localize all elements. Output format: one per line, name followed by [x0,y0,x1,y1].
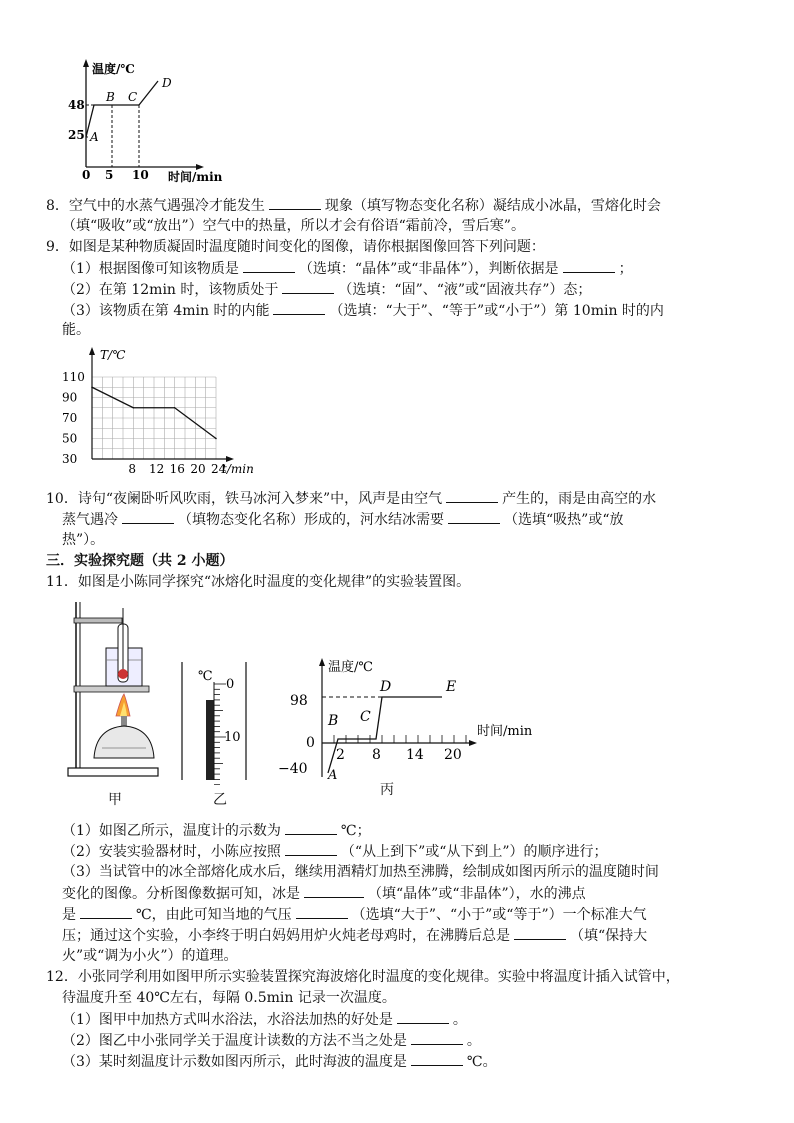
chart-data-point [174,407,176,409]
q11-blank-6[interactable] [514,925,566,940]
q12-part3: （3）某时刻温度计示数如图丙所示，此时海波的温度是 ℃。 [62,1051,497,1072]
bing-xtick-8: 8 [372,747,381,763]
q10-line3: 热”）。 [62,532,105,548]
q8-line1: 8．空气中的水蒸气遇强冷才能发生 现象（填写物态变化名称）凝结成小冰晶，雪熔化时会 [46,195,661,216]
chart-xtick: 8 [128,462,136,476]
q11-apparatus-jia [66,598,166,788]
top-graph-ytick-25: 25 [68,128,85,142]
bing-point-d: D [380,679,392,695]
q10-line1: 10．诗句“夜阑卧听风吹雨，铁马冰河入梦来”中，风声是由空气 产生的，雨是由高空的水 [46,488,656,509]
chart-xtick: 20 [190,462,206,476]
chart-ytick: 90 [62,390,78,405]
bing-point-e: E [446,679,457,695]
top-graph-xlabel: 时间/min [168,170,223,184]
q11-blank-4[interactable] [80,904,132,919]
top-graph-ylabel: 温度/℃ [92,62,135,76]
q11-blank-1[interactable] [285,820,337,835]
q11-part3-line2: 变化的图像。分析图像数据可知，冰是 （填“晶体”或“非晶体”），水的沸点 [62,883,586,904]
q11-label-yi: 乙 [213,792,227,808]
chart-xtick: 12 [149,462,165,476]
bing-point-b: B [328,713,339,729]
q9-part1: （1）根据图像可知该物质是 （选填：“晶体”或“非晶体”），判断依据是 ； [62,258,633,279]
chart-ytick: 110 [62,370,85,384]
q12-blank-3[interactable] [411,1051,463,1066]
bing-xtick-14: 14 [406,747,424,763]
q12-part2: （2）图乙中小张同学关于温度计读数的方法不当之处是 。 [62,1030,481,1051]
q9-part2: （2）在第 12min 时，该物质处于 （选填：“固”、“液”或“固液共存”）态； [62,279,591,300]
bing-ytick-98: 98 [290,693,308,709]
chart-ytick: 50 [62,431,78,446]
q8-blank-1[interactable] [269,195,321,210]
q9-blank-4[interactable] [273,300,325,315]
q9-part3-cont: 能。 [62,322,90,338]
top-graph-point-d: D [162,76,172,90]
q9-blank-1[interactable] [243,258,295,273]
q11-label-jia: 甲 [108,792,122,808]
chart-ytick: 30 [62,452,78,466]
thermo-label-10: 10 [224,730,241,745]
q12-blank-1[interactable] [397,1009,449,1024]
top-graph-point-b: B [106,90,115,104]
bing-ylabel: 温度/℃ [328,660,373,675]
q11-part3-line3: 是 ℃，由此可知当地的气压 （选填“大于”、“小于”或“等于”）一个标准大气 [62,904,647,925]
q11-graph-bing [272,655,547,785]
q11-label-bing: 丙 [380,782,394,798]
chart-data-point [133,407,135,409]
q9-cooling-chart [58,345,273,480]
bing-point-a: A [328,768,338,783]
q11-thermometer-yi [178,660,253,785]
bing-xtick-20: 20 [444,747,462,763]
top-graph-point-a: A [90,130,99,144]
bing-ytick-neg40: −40 [278,761,308,777]
q11-part3-line4: 压；通过这个实验，小李终于明白妈妈用炉火炖老母鸡时，在沸腾后总是 （填“保持大 [62,925,647,946]
bing-ytick-0: 0 [306,735,315,751]
y-axis-arrow [89,347,95,355]
top-graph-xtick-5: 5 [105,168,114,182]
chart-ytick: 70 [62,411,78,425]
chart-ylabel: T/℃ [100,348,126,362]
q10-line2: 蒸气遇冷 （填物态变化名称）形成的，河水结冰需要 （选填“吸热”或“放 [62,509,623,530]
q11-part1: （1）如图乙所示，温度计的示数为 ℃； [62,820,371,841]
q11-part3-line1: （3）当试管中的冰全部熔化成水后，继续用酒精灯加热至沸腾，绘制成如图丙所示的温度随时间 [62,864,659,880]
chart-xtick: 24 [211,462,227,476]
q9-stem: 9．如图是某种物质凝固时温度随时间变化的图像，请你根据图像回答下列问题： [46,239,545,255]
bing-xlabel: 时间/min [477,724,533,739]
q11-part3-line5: 火”或“调为小火”）的道理。 [62,948,238,964]
chart-data-point [215,438,217,440]
top-graph-ytick-48: 48 [68,98,85,112]
q9-part3: （3）该物质在第 4min 时的内能 （选填：“大于”、“等于”或“小于”）第 10min 时的内 [62,300,664,321]
q11-part2: （2）安装实验器材时，小陈应按照 （“从上到下”或“从下到上”）的顺序进行； [62,841,608,862]
chart-xtick: 16 [169,462,185,476]
bing-xtick-2: 2 [336,747,345,763]
q12-line2: 待温度升至 40℃左右，每隔 0.5min 记录一次温度。 [62,990,396,1006]
q11-blank-2[interactable] [285,841,337,856]
q10-blank-2[interactable] [122,509,174,524]
bing-point-c: C [360,709,371,725]
chart-xlabel: t/min [222,462,254,476]
q12-blank-2[interactable] [411,1030,463,1045]
thermo-unit: ℃ [198,669,213,684]
q10-blank-1[interactable] [446,488,498,503]
section-3-heading: 三．实验探究题（共 2 小题） [46,553,234,569]
q9-blank-3[interactable] [282,279,334,294]
q11-blank-3[interactable] [304,883,364,898]
thermo-label-0: 0 [226,677,235,692]
q10-blank-3[interactable] [448,509,500,524]
q8-line2: （填“吸收”或“放出”）空气中的热量，所以才会有俗语“霜前冷，雪后寒”。 [62,218,525,234]
q9-blank-2[interactable] [563,258,615,273]
chart-data-point [91,386,93,388]
q12-part1: （1）图甲中加热方式叫水浴法，水浴法加热的好处是 。 [62,1009,467,1030]
top-graph-point-c: C [128,90,138,104]
q11-blank-5[interactable] [296,904,348,919]
top-graph-xtick-10: 10 [132,168,149,182]
top-temperature-graph [60,55,240,185]
q11-stem: 11．如图是小陈同学探究“冰熔化时温度的变化规律”的实验装置图。 [46,574,471,590]
q12-line1: 12．小张同学利用如图甲所示实验装置探究海波熔化时温度的变化规律。实验中将温度计插入试管中， [46,969,680,985]
top-graph-xtick-0: 0 [82,168,91,182]
